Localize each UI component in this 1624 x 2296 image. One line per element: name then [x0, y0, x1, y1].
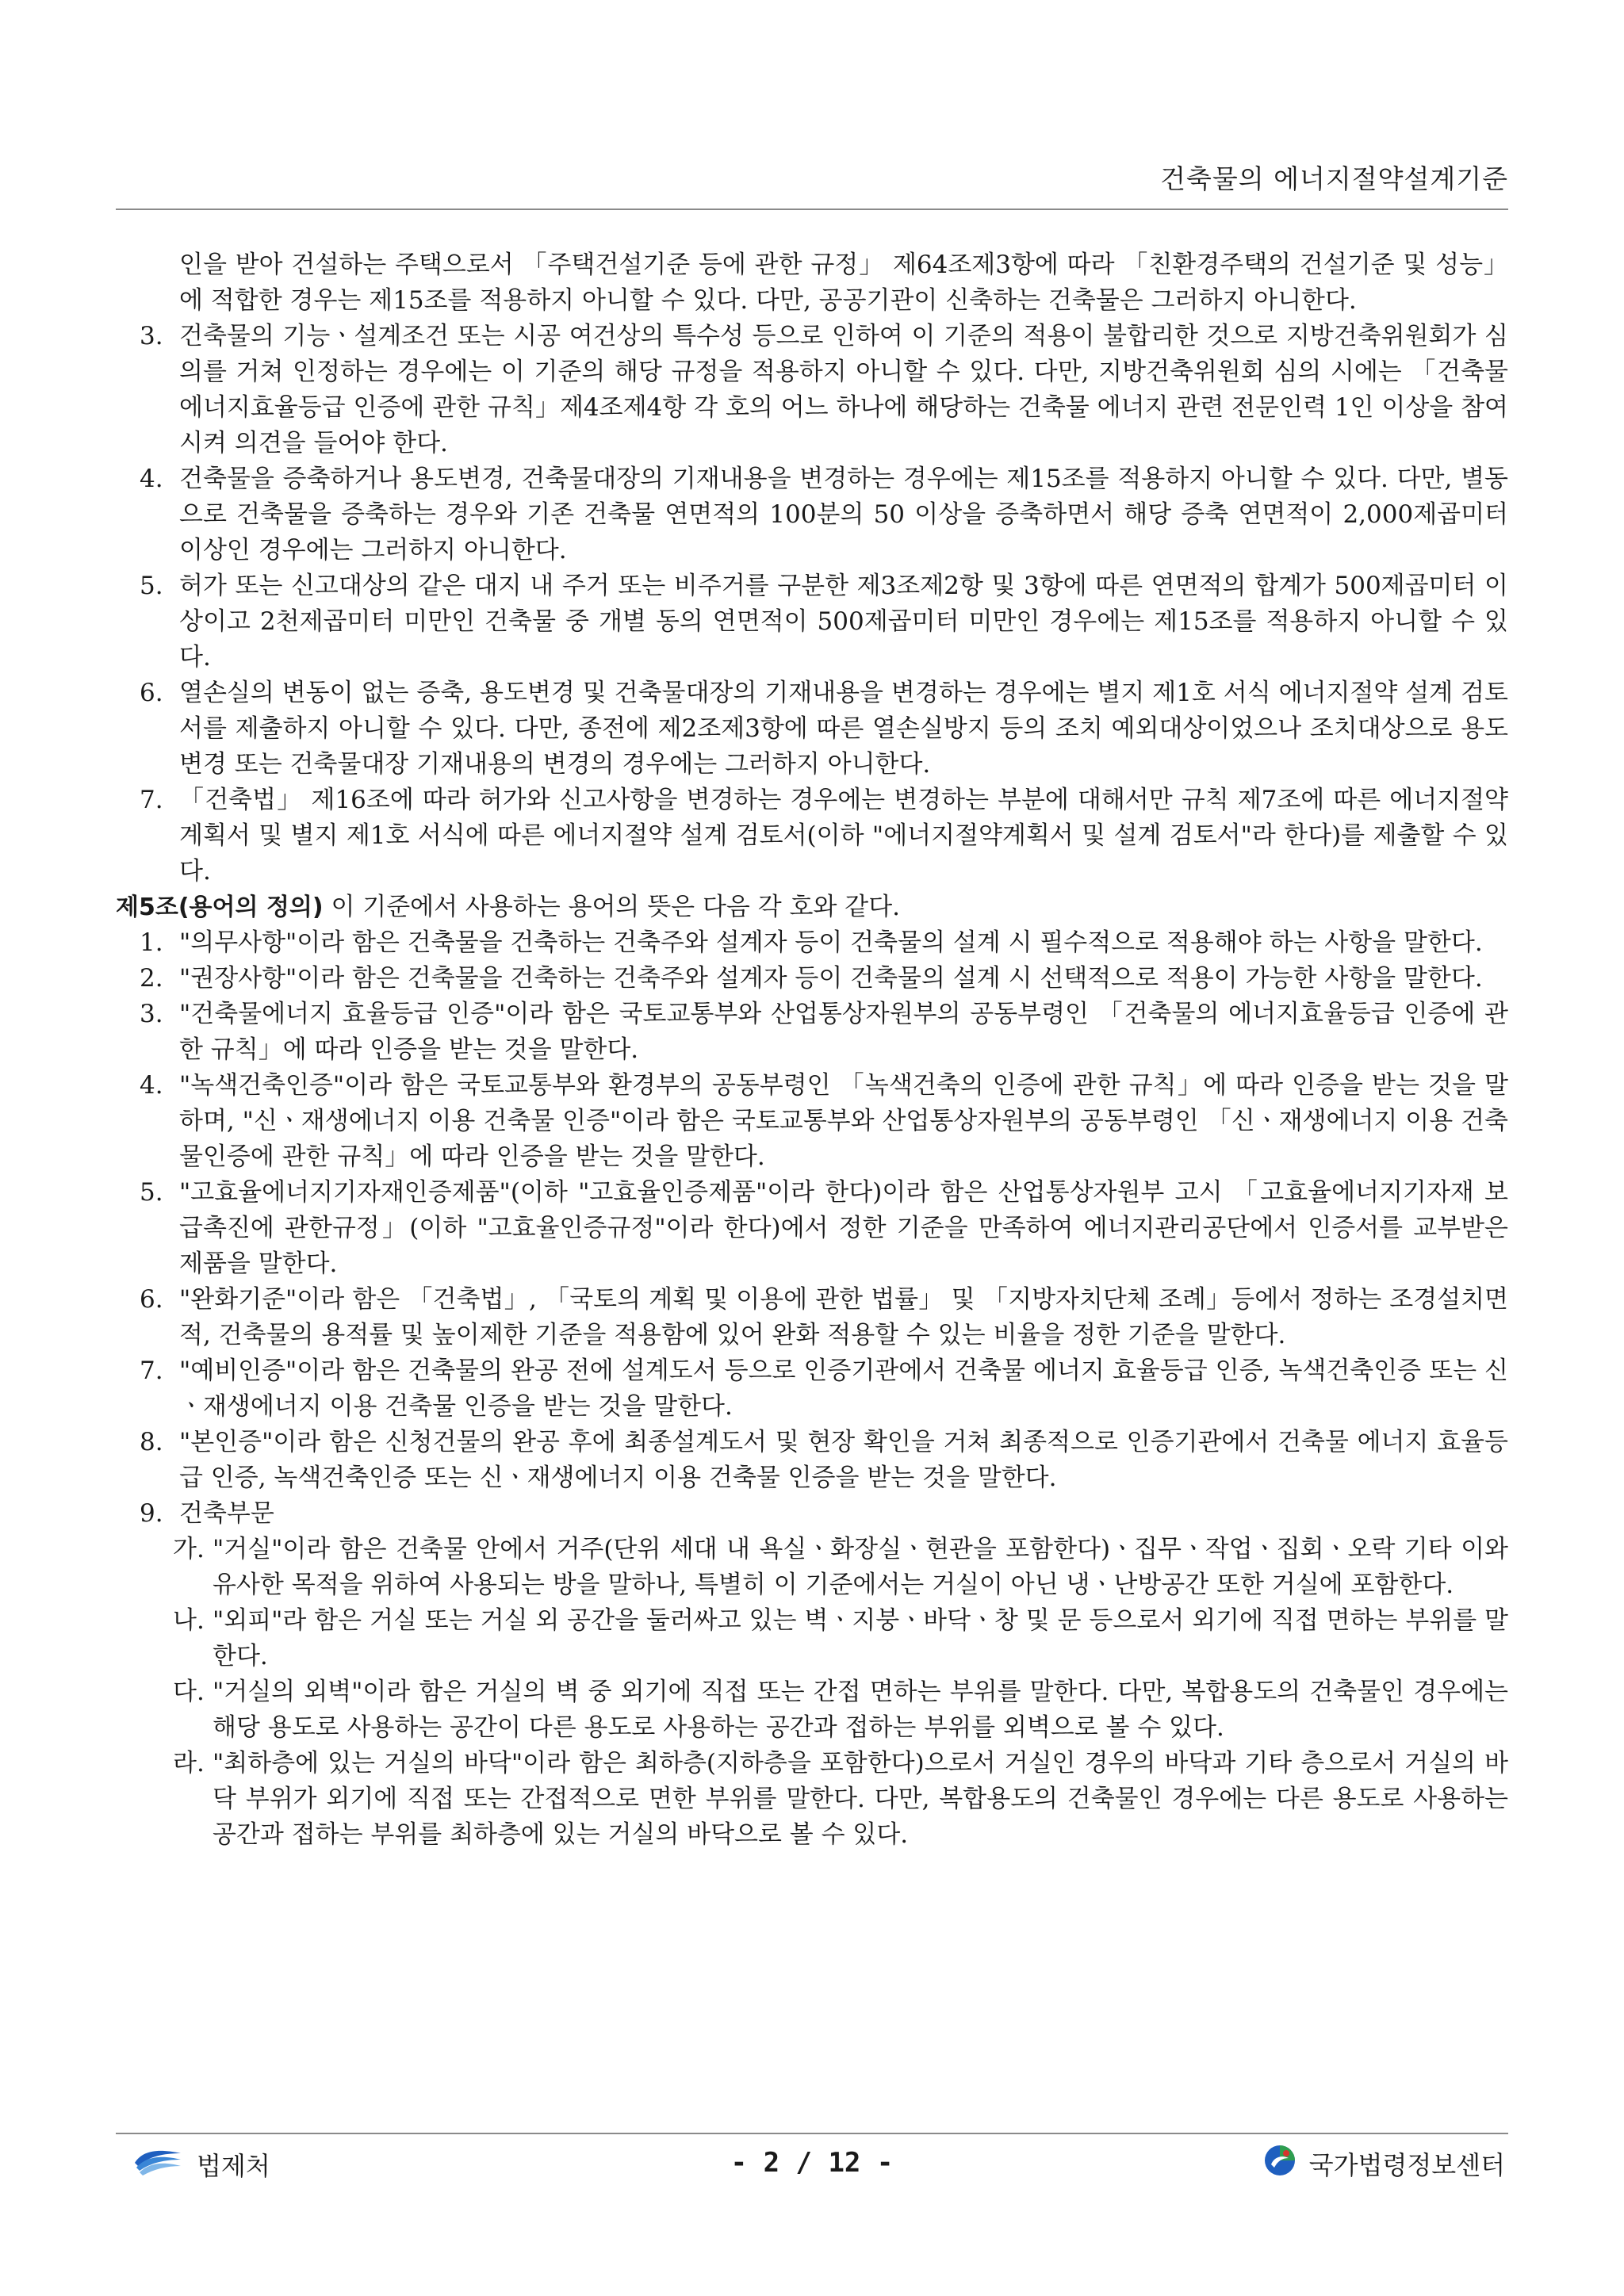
list-item: [140, 675, 1508, 783]
list-item-number: 7.: [140, 786, 163, 814]
document-title: 건축물의 에너지절약설계기준: [1160, 163, 1508, 194]
sub-item-text: "거실의 외벽"이라 함은 거실의 벽 중 외기에 직접 또는 간접 면하는 부위를 말한다. 다만, 복합용도의 건축물인 경우에는 해당 용도로 사용하는 공간이 다른 용도로 사용하는 공간과 접하는 부위를 외벽으로 볼 수 있다.: [213, 1678, 1508, 1742]
definition-item-number: 4.: [140, 1071, 163, 1100]
definition-item: [140, 997, 1508, 1068]
continued-paragraph: 인을 받아 건설하는 주택으로서 「주택건설기준 등에 관한 규정」 제64조제3항에 따라 「친환경주택의 건설기준 및 성능」에 적합한 경우는 제15조를 적용하지 아니할 수 있다. 다만, 공공기관이 신축하는 건축물은 그러하지 아니한다.: [179, 251, 1508, 315]
definition-item-text: "완화기준"이라 함은 「건축법」, 「국토의 계획 및 이용에 관한 법률」 및 「지방자치단체 조례」등에서 정하는 조경설치면적, 건축물의 용적률 및 높이제한 기준을 적용함에 있어 완화 적용할 수 있는 비율을 정한 기준을 말한다.: [179, 1285, 1508, 1349]
list-item-number: 6.: [140, 679, 163, 707]
sub-item-text: "최하층에 있는 거실의 바닥"이라 함은 최하층(지하층을 포함한다)으로서 거실인 경우의 바닥과 기타 층으로서 거실의 바닥 부위가 외기에 직접 또는 간접적으로 면한 부위를 말한다. 다만, 복합용도의 건축물인 경우에는 다른 용도로 사용하는 공간과 접하는 부위를 최하층에 있는 거실의 바닥으로 볼 수 있다.: [213, 1749, 1508, 1849]
list-item: [140, 461, 1508, 568]
sub-item: [173, 1746, 1508, 1853]
article-5: [116, 890, 1508, 925]
list-item-text: 건축물을 증축하거나 용도변경, 건축물대장의 기재내용을 변경하는 경우에는 제15조를 적용하지 아니할 수 있다. 다만, 별동으로 건축물을 증축하는 경우와 기존 건축물 연면적의 100분의 50 이상을 증축하면서 해당 증축 연면적이 2,000제곱미터 이상인 경우에는 그러하지 아니한다.: [179, 465, 1508, 564]
list-item-number: 3.: [140, 322, 163, 350]
sub-item: [173, 1674, 1508, 1746]
definition-item-number: 1.: [140, 928, 163, 957]
footer-right-label: 국가법령정보센터: [1308, 2150, 1505, 2180]
definition-item-text: "본인증"이라 함은 신청건물의 완공 후에 최종설계도서 및 현장 확인을 거쳐 최종적으로 인증기관에서 건축물 에너지 효율등급 인증, 녹색건축인증 또는 신ㆍ재생에너지 이용 건축물 인증을 받는 것을 말한다.: [179, 1428, 1508, 1492]
list-item-number: 4.: [140, 465, 163, 493]
definition-item-number: 2.: [140, 964, 163, 993]
document-body: [116, 247, 1508, 1853]
definition-item-text: "녹색건축인증"이라 함은 국토교통부와 환경부의 공동부령인 「녹색건축의 인증에 관한 규칙」에 따라 인증을 받는 것을 말하며, "신ㆍ재생에너지 이용 건축물 인증"이라 함은 국토교통부와 산업통상자원부의 공동부령인 「신ㆍ재생에너지 이용 건축물인증에 관한 규칙」에 따라 인증을 받는 것을 말한다.: [179, 1071, 1508, 1171]
definition-list: [116, 925, 1508, 1532]
definition-item-text: "건축물에너지 효율등급 인증"이라 함은 국토교통부와 산업통상자원부의 공동부령인 「건축물의 에너지효율등급 인증에 관한 규칙」에 따라 인증을 받는 것을 말한다.: [179, 1000, 1508, 1064]
definition-item: [140, 961, 1508, 997]
definition-item: [140, 1353, 1508, 1425]
list-item-number: 5.: [140, 572, 163, 600]
definition-item: [140, 925, 1508, 961]
sub-item-number: 다.: [173, 1678, 205, 1706]
definition-item-text: "고효율에너지기자재인증제품"(이하 "고효율인증제품"이라 한다)이라 함은 산업통상자원부 고시 「고효율에너지기자재 보급촉진에 관한규정」(이하 "고효율인증규정"이라 한다)에서 정한 기준을 만족하여 에너지관리공단에서 인증서를 교부받은 제품을 말한다.: [179, 1178, 1508, 1278]
definition-item-text: 건축부문: [179, 1499, 274, 1528]
law-info-center-logo-icon: [1263, 2144, 1297, 2183]
list-item-text: 허가 또는 신고대상의 같은 대지 내 주거 또는 비주거를 구분한 제3조제2항 및 3항에 따른 연면적의 합계가 500제곱미터 이상이고 2천제곱미터 미만인 건축물 중 개별 동의 연면적이 500제곱미터 미만인 경우에는 제15조를 적용하지 아니할 수 있다.: [179, 572, 1508, 672]
sub-item: [173, 1603, 1508, 1674]
definition-item-number: 3.: [140, 1000, 163, 1028]
list-item: [140, 568, 1508, 675]
sub-item-number: 가.: [173, 1535, 205, 1563]
sub-item-text: "거실"이라 함은 건축물 안에서 거주(단위 세대 내 욕실ㆍ화장실ㆍ현관을 포함한다)ㆍ집무ㆍ작업ㆍ집회ㆍ오락 기타 이와 유사한 목적을 위하여 사용되는 방을 말하나, 특별히 이 기준에서는 거실이 아닌 냉ㆍ난방공간 또한 거실에 포함한다.: [213, 1535, 1508, 1599]
definition-item: [140, 1282, 1508, 1353]
definition-item-number: 9.: [140, 1499, 163, 1528]
definition-item-text: "의무사항"이라 함은 건축물을 건축하는 건축주와 설계자 등이 건축물의 설계 시 필수적으로 적용해야 하는 사항을 말한다.: [179, 928, 1483, 957]
article-title: 제5조(용어의 정의): [116, 894, 324, 921]
definition-item: [140, 1175, 1508, 1282]
definition-item: [140, 1068, 1508, 1175]
definition-item: [140, 1496, 1508, 1532]
building-subitem-list: [116, 1532, 1508, 1853]
page-number: - 2 / 12 -: [730, 2147, 894, 2179]
definition-item-number: 5.: [140, 1178, 163, 1207]
sub-item-number: 나.: [173, 1606, 205, 1635]
exception-list: [116, 319, 1508, 890]
definition-item-number: 6.: [140, 1285, 163, 1314]
list-item: [140, 783, 1508, 890]
definition-item: [140, 1425, 1508, 1496]
footer-divider: [116, 2133, 1508, 2134]
header-divider: [116, 209, 1508, 210]
footer-law-info-center: [1263, 2144, 1505, 2183]
list-item: [140, 319, 1508, 461]
definition-item-text: "예비인증"이라 함은 건축물의 완공 전에 설계도서 등으로 인증기관에서 건축물 에너지 효율등급 인증, 녹색건축인증 또는 신ㆍ재생에너지 이용 건축물 인증을 받는 것을 말한다.: [179, 1357, 1508, 1421]
definition-item-number: 8.: [140, 1428, 163, 1456]
definition-item-number: 7.: [140, 1357, 163, 1385]
article-lead: 이 기준에서 사용하는 용어의 뜻은 다음 각 호와 같다.: [323, 893, 901, 921]
list-item-text: 「건축법」 제16조에 따라 허가와 신고사항을 변경하는 경우에는 변경하는 부분에 대해서만 규칙 제7조에 따른 에너지절약계획서 및 별지 제1호 서식에 따른 에너지절약 설계 검토서(이하 "에너지절약계획서 및 설계 검토서"라 한다)를 제출할 수 있다.: [179, 786, 1508, 886]
sub-item-number: 라.: [173, 1749, 205, 1777]
footer-left-label: 법제처: [197, 2151, 270, 2181]
list-item-text: 열손실의 변동이 없는 증축, 용도변경 및 건축물대장의 기재내용을 변경하는 경우에는 별지 제1호 서식 에너지절약 설계 검토서를 제출하지 아니할 수 있다. 다만, 종전에 제2조제3항에 따른 열손실방지 등의 조치 예외대상이었으나 조치대상으로 용도변경 또는 건축물대장 기재내용의 변경의 경우에는 그러하지 아니한다.: [179, 679, 1508, 779]
sub-item-text: "외피"라 함은 거실 또는 거실 외 공간을 둘러싸고 있는 벽ㆍ지붕ㆍ바닥ㆍ창 및 문 등으로서 외기에 직접 면하는 부위를 말한다.: [213, 1606, 1508, 1670]
sub-item: [173, 1532, 1508, 1603]
list-item-text: 건축물의 기능ㆍ설계조건 또는 시공 여건상의 특수성 등으로 인하여 이 기준의 적용이 불합리한 것으로 지방건축위원회가 심의를 거쳐 인정하는 경우에는 이 기준의 해당 규정을 적용하지 아니할 수 있다. 다만, 지방건축위원회 심의 시에는 「건축물 에너지효율등급 인증에 관한 규칙」제4조제4항 각 호의 어느 하나에 해당하는 건축물 에너지 관련 전문인력 1인 이상을 참여시켜 의견을 들어야 한다.: [179, 322, 1508, 457]
definition-item-text: "권장사항"이라 함은 건축물을 건축하는 건축주와 설계자 등이 건축물의 설계 시 선택적으로 적용이 가능한 사항을 말한다.: [179, 964, 1483, 993]
